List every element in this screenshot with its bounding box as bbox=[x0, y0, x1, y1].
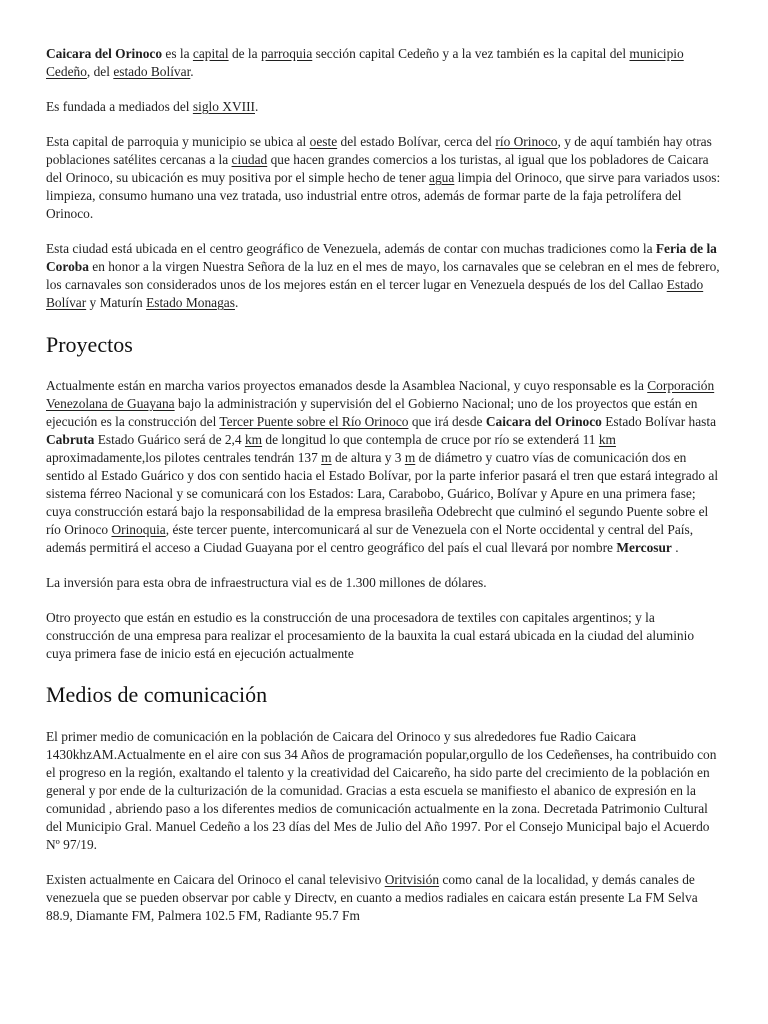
link-capital[interactable]: capital bbox=[192, 46, 229, 61]
link-oeste[interactable]: oeste bbox=[309, 134, 338, 149]
text-run: Estado Bolívar hasta bbox=[601, 414, 717, 429]
text-run: . bbox=[190, 64, 194, 79]
text-run: bajo la administración y supervisión del el Gobierno Nacional; uno de los proyectos que están en ejecución es la construcción del bbox=[46, 396, 698, 429]
text-run: . bbox=[255, 99, 259, 114]
text-run: como canal de la localidad, y demás canales de venezuela que se pueden observar por cable y Directv, en cuanto a medios radiales en caicara están presente La FM Selva 88.9, Diamante FM, Palmera 102.5 FM, Radiante 95.7 Fm bbox=[46, 872, 698, 923]
link-m[interactable]: m bbox=[321, 450, 332, 465]
text-run: . bbox=[671, 540, 679, 555]
bold-term: Cabruta bbox=[46, 432, 95, 447]
text-run: que irá desde bbox=[408, 414, 486, 429]
text-run: de altura y 3 bbox=[331, 450, 405, 465]
proyectos-paragraph-2: La inversión para esta obra de infraestructura vial es de 1.300 millones de dólares. bbox=[46, 575, 487, 590]
text-run: Esta ciudad está ubicada en el centro geográfico de Venezuela, además de contar con muchas tradiciones como la bbox=[46, 241, 656, 256]
text-run: Estado Guárico será de 2,4 bbox=[94, 432, 245, 447]
link-estado-monagas[interactable]: Estado Monagas bbox=[146, 295, 235, 310]
text-run: de diámetro y cuatro vías de comunicación dos en sentido al Estado Guárico y dos con sentido hacia el Estado Bolívar, por la parte inferior pasará el tren que estará integrado al sistema férreo Nacional y se comunicará con los Estados: Lara, Carabobo, Guárico, Bolívar y Apure en una primera fase; cuya construcción estará bajo la responsabilidad de la empresa brasileña Odebrecht que culminó el segundo Puente sobre el río Orinoco bbox=[46, 450, 719, 537]
link-corporacion-venezolana[interactable]: Corporación Venezolana de Guayana bbox=[46, 378, 715, 411]
text-run: de longitud lo que contempla de cruce por río se extenderá 11 bbox=[262, 432, 599, 447]
text-run: en honor a la virgen Nuestra Señora de la luz en el mes de mayo, los carnavales que se celebran en el mes de febrero, los carnavales son considerados unos de los mejores están en el tercer lugar en Venezuela después de los del Callao bbox=[46, 259, 720, 292]
link-orinoquia[interactable]: Orinoquia bbox=[111, 522, 166, 537]
text-run: . bbox=[234, 295, 239, 310]
text-run: es la bbox=[162, 46, 193, 61]
text-run: que hacen grandes comercios a los turistas, al igual que los pobladores de Caicara del Orinoco, su ubicación es muy positiva por el simple hecho de tener bbox=[46, 152, 709, 185]
proyectos-paragraph-1 bbox=[46, 377, 722, 557]
link-rio-orinoco[interactable]: río Orinoco bbox=[495, 134, 558, 149]
text-run: , éste tercer puente, intercomunicará al sur de Venezuela con el Norte occidental y central del País, además permitirá el acceso a Ciudad Guayana por el centro geográfico del país el cual llevará por nombre bbox=[46, 522, 694, 555]
link-parroquia[interactable]: parroquia bbox=[260, 46, 313, 61]
link-km[interactable]: km bbox=[244, 432, 263, 447]
link-m-2[interactable]: m bbox=[404, 450, 416, 465]
intro-paragraph-3 bbox=[46, 133, 722, 223]
intro-paragraph-4 bbox=[46, 240, 722, 312]
intro-paragraph-1 bbox=[46, 45, 722, 81]
intro-paragraph-2 bbox=[46, 98, 722, 116]
text-run: Actualmente están en marcha varios proyectos emanados desde la Asamblea Nacional, y cuyo responsable es la bbox=[46, 378, 648, 393]
link-ciudad[interactable]: ciudad bbox=[231, 152, 268, 167]
medios-paragraph-1: El primer medio de comunicación en la población de Caicara del Orinoco y sus alrededores fue Radio Caicara 1430khzAM.Actualmente en el aire con sus 34 Años de programación popular,orgullo de los Cedeñenses, ha contribuido con el progreso en la región, exaltando el talento y la creatividad del Caicareño, ha sido parte del crecimiento de la población en general y por ende de la culturización de la comunidad. Gracias a esta escuela se manifiesto el abanico de expresión en la comunidad , abriendo paso a los diferentes medios de comunicación actualmente en la zona. Decretada Patrimonio Cultural del Municipio Gral. Manuel Cedeño a los 23 días del Mes de Julio del Año 1997. Por el Consejo Municipal bajo el Acuerdo Nº 97/19. bbox=[46, 729, 717, 852]
link-tercer-puente[interactable]: Tercer Puente sobre el Río Orinoco bbox=[219, 414, 409, 429]
section-heading-proyectos: Proyectos bbox=[46, 332, 133, 357]
proyectos-paragraph-3: Otro proyecto que están en estudio es la construcción de una procesadora de textiles con capitales argentinos; y la construcción de una empresa para realizar el procesamiento de la bauxita la cual estará ubicada en la ciudad del aluminio cuya primera fase de inicio está en ejecución actualmente bbox=[46, 610, 695, 661]
link-siglo-xviii[interactable]: siglo XVIII bbox=[192, 99, 255, 114]
text-run: limpia del Orinoco, que sirve para variados usos: limpieza, consumo humano una vez tratada, uso industrial entre otros, además de formar parte de la faja petrolífera del Orinoco. bbox=[46, 170, 721, 221]
text-run: Existen actualmente en Caicara del Orinoco el canal televisivo bbox=[46, 872, 385, 887]
medios-paragraph-2 bbox=[46, 871, 722, 925]
link-oritvision[interactable]: Oritvisión bbox=[384, 872, 440, 887]
link-km-2[interactable]: km bbox=[598, 432, 616, 447]
text-run: y Maturín bbox=[86, 295, 147, 310]
text-run: aproximadamente,los pilotes centrales tendrán 137 bbox=[46, 450, 322, 465]
bold-term: Caicara del Orinoco bbox=[46, 46, 163, 61]
text-run: , y de aquí también hay otras poblaciones satélites cercanas a la bbox=[46, 134, 712, 167]
text-run: del estado Bolívar, cerca del bbox=[337, 134, 496, 149]
link-estado-bolivar[interactable]: estado Bolívar bbox=[113, 64, 191, 79]
section-heading-medios: Medios de comunicación bbox=[46, 682, 268, 707]
text-run: Esta capital de parroquia y municipio se ubica al bbox=[46, 134, 310, 149]
bold-term: Caicara del Orinoco bbox=[485, 414, 602, 429]
bold-term: Mercosur bbox=[616, 540, 672, 555]
link-agua[interactable]: agua bbox=[429, 170, 455, 185]
bold-term: Feria de la Coroba bbox=[46, 241, 717, 274]
text-run: de la bbox=[228, 46, 261, 61]
text-run: Es fundada a mediados del bbox=[46, 99, 193, 114]
text-run: , del bbox=[86, 64, 114, 79]
text-run: sección capital Cedeño y a la vez también es la capital del bbox=[312, 46, 630, 61]
link-estado-bolivar-2[interactable]: Estado Bolívar bbox=[46, 277, 704, 310]
link-municipio-cedeno[interactable]: municipio Cedeño bbox=[46, 46, 684, 79]
